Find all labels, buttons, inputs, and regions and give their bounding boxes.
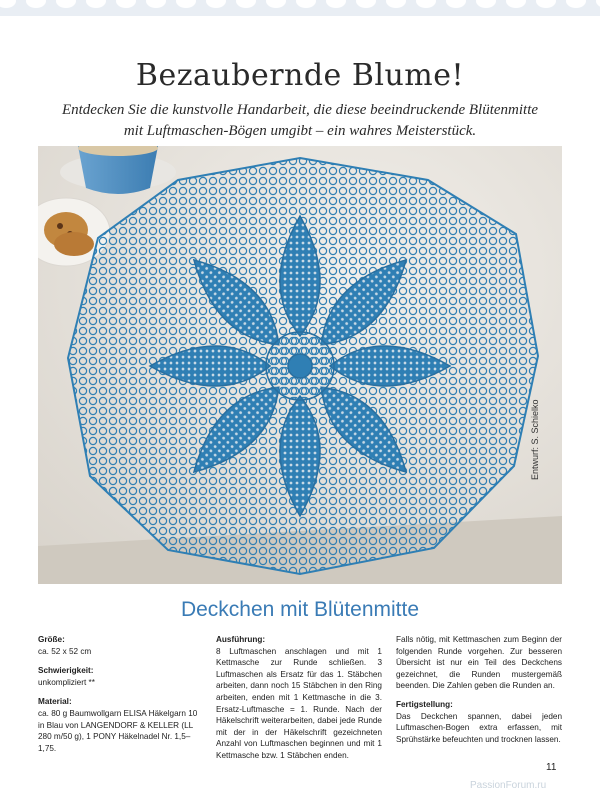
finishing-text: Das Deckchen spannen, dabei jeden Luftmaschen-Bogen extra erfassen, mit Sprühstärke befeuchten und trocknen lassen.	[396, 711, 562, 744]
page-number: 11	[546, 762, 557, 773]
difficulty-label: Schwierigkeit:	[38, 666, 94, 676]
size-value: ca. 52 x 52 cm	[38, 646, 92, 656]
doily-photo	[38, 146, 562, 584]
column-instructions	[216, 634, 382, 769]
size-label: Größe:	[38, 635, 65, 644]
column-materials	[38, 634, 200, 762]
material-label: Material:	[38, 697, 72, 707]
doily-photo-drawing	[38, 146, 562, 584]
page-subtitle: Entdecken Sie die kunstvolle Handarbeit, die diese beeindruckende Blütenmitte mit Luftmaschen-Bögen umgibt – ein wahres Meisterstück.	[61, 102, 539, 139]
top-decorative-band	[0, 0, 600, 16]
photo-credit: Entwurf: S. Schielko	[530, 399, 540, 480]
material-value: ca. 80 g Baumwollgarn ELISA Häkelgarn 10 in Blau von LANGENDORF & KELLER (LL 280 m/50 g), 1 PONY Häkelnadel Nr. 1,5–1,75.	[38, 708, 198, 753]
finishing-label: Fertigstellung:	[396, 699, 453, 709]
column-finishing	[396, 634, 562, 752]
watermark: PassionForum.ru	[470, 780, 547, 791]
page-title: Bezaubernde Blume!	[135, 58, 465, 93]
section-title: Deckchen mit Blütenmitte	[180, 598, 420, 621]
execution-label: Ausführung:	[216, 635, 266, 644]
difficulty-value: unkompliziert **	[38, 677, 95, 687]
continued-text: Falls nötig, mit Kettmaschen zum Beginn der folgenden Runde vorgehen. Zur besseren Übersicht ist nur ein Teil des Deckchens gezeichnet, die Runden mustergemäß beenden. Die Zahlen geben die Runden an.	[396, 635, 562, 691]
execution-text: 8 Luftmaschen anschlagen und mit 1 Kettmasche zur Runde schließen. 3 Luftmaschen als Ersatz für das 1. Stäbchen arbeiten, dann noch 15 Stäbchen in den Ring arbeiten, enden mit 1 Kettmasche in die 3. Ersatz-Luftmasche = 1. Runde. Nach der Häkelschrift weiterarbeiten, dabei jede Runde mit der in der Häkelschrift gezeichneten Anzahl von Luftmaschen beginnen und mit 1 Kettmasche bzw. 1 Stäbchen enden.	[216, 646, 382, 760]
